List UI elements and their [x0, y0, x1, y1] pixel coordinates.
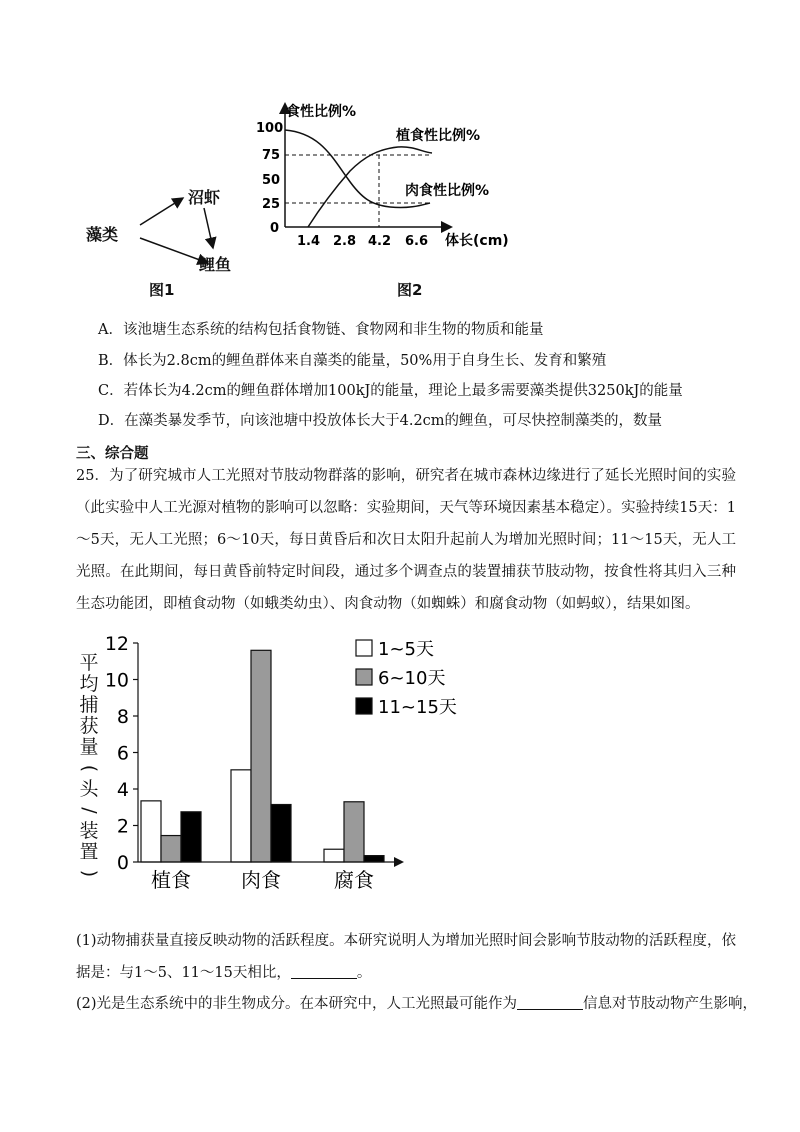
bar-chart-svg — [72, 625, 472, 900]
herbivory-label: 植食性比例% — [396, 128, 481, 144]
question-number: 25． — [76, 468, 110, 484]
sub-question-1: (1)动物捕获量直接反映动物的活跃程度。本研究说明人为增加光照时间会影响节肢动物的活跃程度，依据是：与1～5、11～15天相比， 。 — [76, 933, 736, 981]
answer-blank-2[interactable] — [517, 994, 583, 1010]
option-c: C．若体长为4.2cm的鲤鱼群体增加100kJ的能量，理论上最多需要藻类提供3250kJ的能量 — [98, 383, 683, 399]
arrow-shrimp-to-carp — [204, 208, 213, 248]
bar-category-label: 植食 — [151, 868, 191, 892]
y-label-char: ) — [78, 869, 101, 878]
bar-y-tick-label: 12 — [104, 633, 129, 655]
bar-0-1 — [161, 836, 181, 862]
option-d: D．在藻类暴发季节，向该池塘中投放体长大于4.2cm的鲤鱼，可尽快控制藻类的，数量 — [98, 413, 663, 429]
option-a: A．该池塘生态系统的结构包括食物链、食物网和非生物的物质和能量 — [98, 322, 544, 338]
legend-label: 1~5天 — [378, 639, 434, 660]
node-shrimp: 沼虾 — [188, 188, 221, 207]
bar-y-tick-label: 10 — [104, 669, 129, 692]
y-label-char: 头 — [79, 778, 99, 800]
section-title: 三、综合题 — [76, 446, 149, 462]
bar-x-axis-arrow — [394, 857, 404, 867]
legend-swatch — [356, 698, 372, 714]
bar-0-2 — [181, 812, 201, 862]
y-tick: 100 — [256, 121, 284, 136]
bar-1-1 — [251, 650, 271, 862]
legend-swatch — [356, 669, 372, 685]
y-label-char: 平 — [79, 652, 99, 674]
figure-1-caption: 图1 — [149, 281, 175, 299]
y-label-char: 获 — [79, 715, 99, 737]
y-label-char: 捕 — [79, 694, 99, 716]
capture-bar-chart — [72, 625, 472, 900]
bar-y-tick-label: 0 — [116, 852, 129, 874]
bar-y-tick-label: 4 — [116, 779, 129, 801]
option-b: B．体长为2.8cm的鲤鱼群体来自藻类的能量，50%用于自身生长、发育和繁殖 — [98, 353, 607, 369]
arrow-algae-to-carp — [140, 238, 208, 263]
bar-0-0 — [141, 801, 161, 862]
arrow-algae-to-shrimp — [140, 198, 183, 225]
diet-ratio-chart — [250, 95, 530, 265]
question-stem-text: 为了研究城市人工光照对节肢动物群落的影响，研究者在城市森林边缘进行了延长光照时间的实验（此实验中人工光源对植物的影响可以忽略：实验期间，天气等环境因素基本稳定）。实验持续15天：1～5天，无人工光照；6～10天，每日黄昏后和次日太阳升起前人为增加光照时间；11～15天，无人工光照。在此期间，每日黄昏前特定时间段，通过多个调查点的装置捕获节肢动物，按食性将其归入三种生态功能团，即植食动物（如蛾类幼虫）、肉食动物（如蜘蛛）和腐食动物（如蚂蚁），结果如图。 — [76, 468, 737, 612]
y-label-char: 量 — [79, 736, 99, 758]
figure-2-caption: 图2 — [397, 281, 423, 299]
bar-y-axis-label — [78, 653, 100, 884]
y-axis-title: 食性比例% — [286, 104, 357, 120]
x-tick: 4.2 — [368, 234, 392, 249]
node-algae: 藻类 — [86, 225, 119, 244]
y-label-char: 置 — [79, 841, 99, 863]
bar-1-0 — [231, 770, 251, 862]
bar-category-label: 肉食 — [241, 868, 281, 892]
bar-2-1 — [344, 802, 364, 862]
question-25-stem — [76, 460, 736, 620]
sub-question-2-text: (2)光是生态系统中的非生物成分。在本研究中，人工光照最可能作为 — [76, 996, 518, 1012]
bar-y-tick-label: 8 — [116, 706, 129, 728]
bar-category-label: 腐食 — [334, 868, 374, 892]
y-label-char: 均 — [79, 673, 99, 695]
legend-label: 6~10天 — [378, 668, 446, 689]
y-label-char: / — [78, 807, 101, 814]
x-tick: 2.8 — [333, 234, 357, 249]
legend-swatch — [356, 640, 372, 656]
sub-question-2: (2)光是生态系统中的非生物成分。在本研究中，人工光照最可能作为 信息对节肢动物产生影响， — [76, 996, 758, 1012]
node-carp: 鲤鱼 — [199, 255, 232, 274]
x-axis-title: 体长(cm) — [445, 233, 509, 249]
y-tick: 50 — [262, 173, 281, 188]
figure-2 — [250, 95, 530, 265]
x-tick: 1.4 — [297, 234, 321, 249]
y-tick: 75 — [262, 148, 281, 163]
answer-blank-1[interactable] — [291, 963, 357, 979]
bar-y-tick-label: 6 — [116, 742, 129, 765]
bar-2-0 — [324, 849, 344, 862]
y-label-char: ( — [78, 764, 101, 773]
y-tick: 0 — [270, 221, 280, 236]
y-label-char: 装 — [79, 820, 99, 842]
bar-2-2 — [364, 856, 384, 862]
x-tick: 6.6 — [405, 234, 429, 249]
bar-y-tick-label: 2 — [116, 815, 129, 838]
legend-label: 11~15天 — [378, 697, 457, 718]
bar-1-2 — [271, 805, 291, 862]
sub-question-1-text: (1)动物捕获量直接反映动物的活跃程度。本研究说明人为增加光照时间会影响节肢动物的活跃程度，依据是：与1～5、11～15天相比， — [76, 933, 736, 981]
y-tick: 25 — [262, 197, 281, 212]
carnivory-label: 肉食性比例% — [405, 183, 490, 199]
